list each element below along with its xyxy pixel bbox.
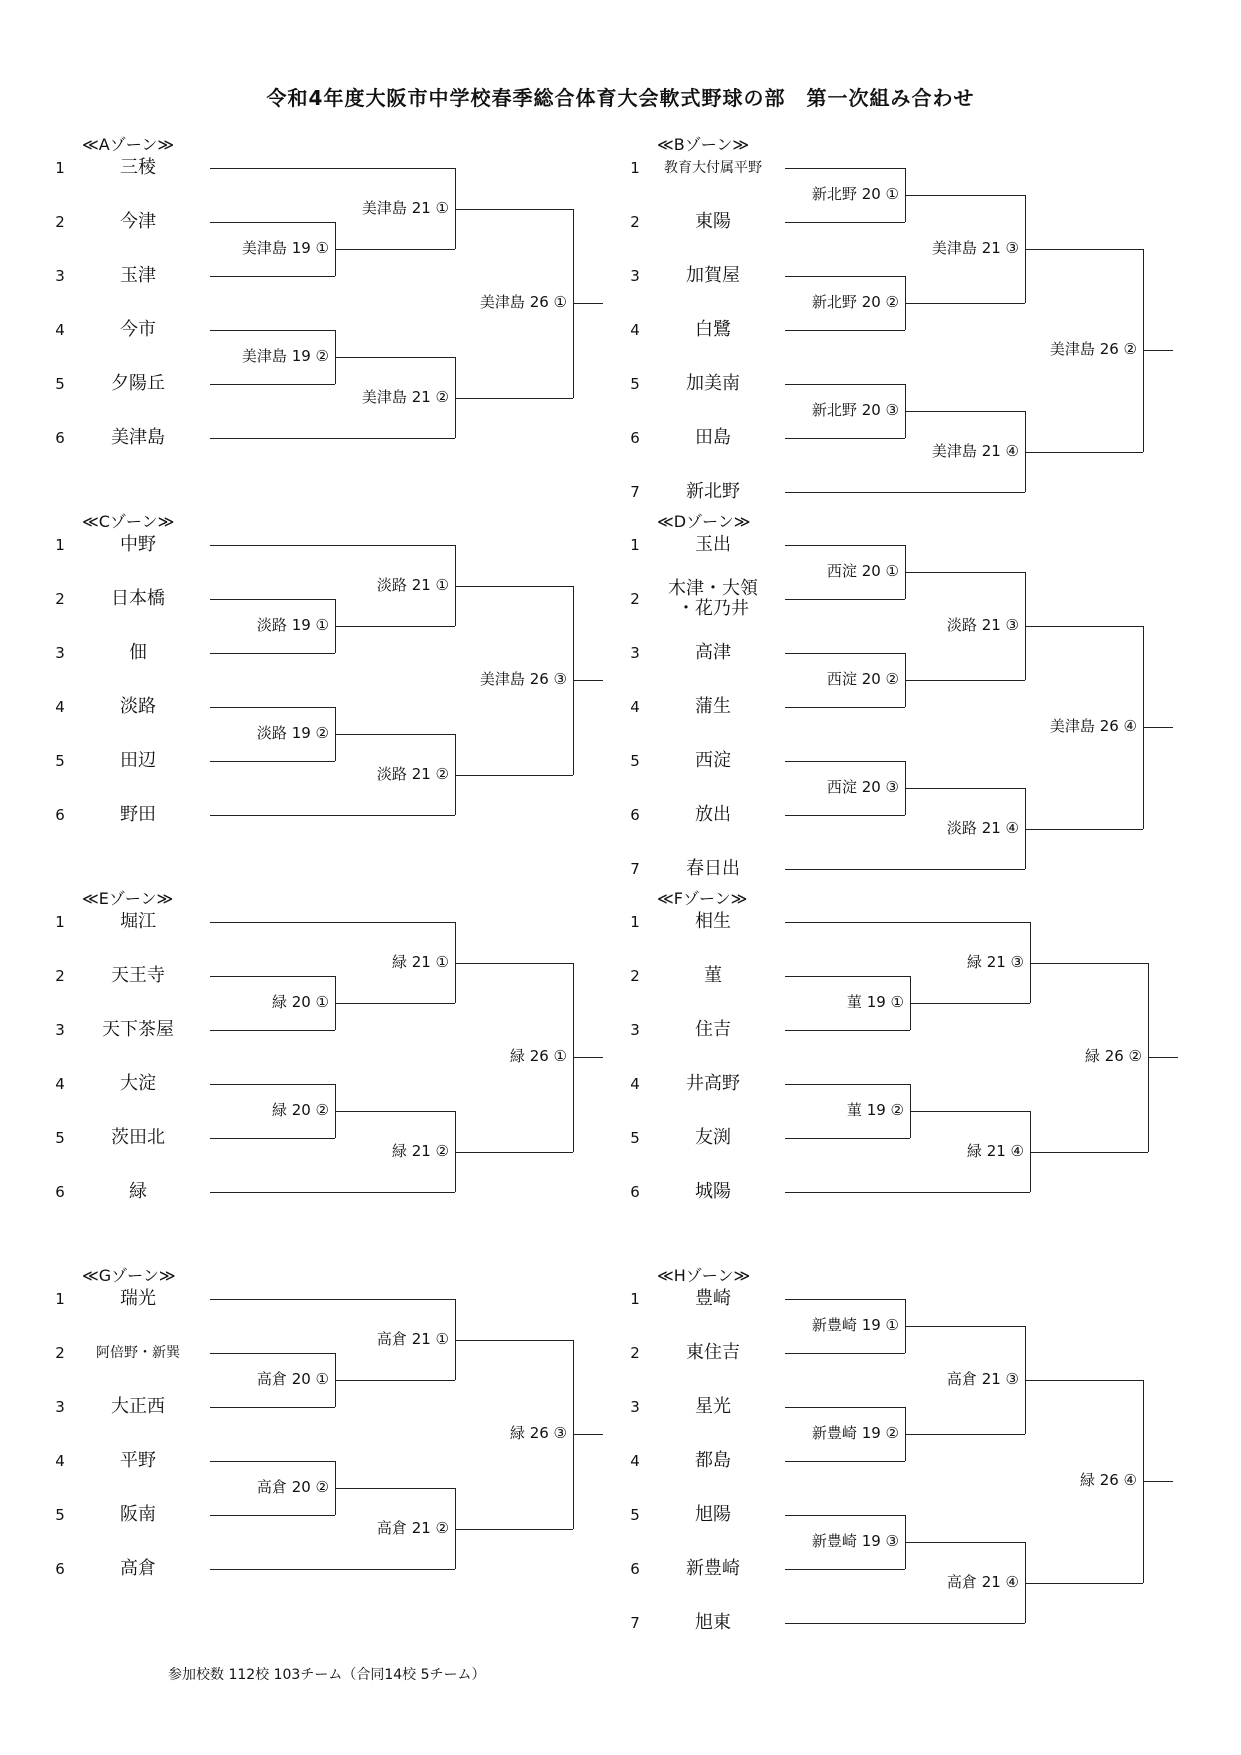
result-final: 緑 26 ③ <box>509 1424 567 1442</box>
result-r2b: 淡路 21 ④ <box>946 818 1019 837</box>
bracket-line <box>210 1084 335 1085</box>
bracket-line <box>210 438 455 439</box>
bracket-line <box>335 1003 455 1004</box>
zone-title: ≪Cゾーン≫ <box>82 512 175 531</box>
bracket-line <box>1030 1152 1148 1153</box>
team-name: 田島 <box>695 427 731 448</box>
bracket-line <box>455 1152 573 1153</box>
zone-a <box>0 135 567 515</box>
bracket-line <box>210 1138 335 1139</box>
bracket-line <box>785 815 905 816</box>
bracket-line <box>1025 626 1143 627</box>
bracket-line <box>785 1407 905 1408</box>
bracket-line <box>210 276 335 277</box>
bracket-line <box>785 1569 905 1570</box>
seed-number: 5 <box>630 752 640 770</box>
seed-number: 4 <box>55 1075 65 1093</box>
team-name: 高倉 <box>120 1558 156 1579</box>
result-r2b: 高倉 21 ② <box>376 1518 449 1537</box>
team-name: 今津 <box>120 211 156 232</box>
result-r2b: 高倉 21 ④ <box>946 1572 1019 1591</box>
seed-number: 4 <box>630 321 640 339</box>
bracket-line <box>210 545 455 546</box>
bracket-line <box>335 249 455 250</box>
seed-number: 5 <box>630 1506 640 1524</box>
team-name: 春日出 <box>686 858 740 879</box>
zone-f <box>575 889 1142 1269</box>
bracket-line <box>910 1003 1030 1004</box>
bracket-line <box>785 168 905 169</box>
team-name: 玉出 <box>695 534 731 555</box>
result-r2b: 美津島 21 ④ <box>931 441 1019 460</box>
team-name: 田辺 <box>120 750 156 771</box>
team-name: 白鷺 <box>695 319 731 340</box>
bracket-line <box>335 1111 455 1112</box>
result-r1c: 新豊崎 19 ③ <box>811 1532 899 1550</box>
bracket-line <box>1025 829 1143 830</box>
seed-number: 2 <box>630 213 640 231</box>
seed-number: 1 <box>55 159 65 177</box>
seed-number: 3 <box>630 1398 640 1416</box>
result-r1b: 新豊崎 19 ② <box>811 1424 899 1442</box>
seed-number: 7 <box>630 483 640 501</box>
team-name: 天王寺 <box>111 965 165 986</box>
bracket-line <box>905 1434 1025 1435</box>
result-r2b: 緑 21 ② <box>391 1141 449 1160</box>
bracket-line <box>335 626 455 627</box>
result-r2a: 淡路 21 ① <box>376 575 449 594</box>
seed-number: 6 <box>630 806 640 824</box>
bracket-line <box>1025 249 1143 250</box>
bracket-line <box>905 788 1025 789</box>
result-r1b: 西淀 20 ② <box>826 670 899 688</box>
bracket-line <box>785 1299 905 1300</box>
seed-number: 3 <box>55 644 65 662</box>
team-name: 友渕 <box>695 1127 731 1148</box>
bracket-line <box>905 195 1025 196</box>
seed-number: 4 <box>630 1075 640 1093</box>
bracket-line <box>335 357 455 358</box>
team-name: 旭陽 <box>695 1504 731 1525</box>
team-name: 三稜 <box>120 157 156 178</box>
bracket-line <box>210 1299 455 1300</box>
bracket-line <box>785 222 905 223</box>
seed-number: 2 <box>630 967 640 985</box>
result-r2a: 高倉 21 ① <box>376 1329 449 1348</box>
zone-title: ≪Gゾーン≫ <box>82 1266 176 1285</box>
team-name: 城陽 <box>695 1181 731 1202</box>
bracket-line <box>455 586 573 587</box>
bracket-line <box>785 276 905 277</box>
seed-number: 3 <box>55 1398 65 1416</box>
result-r1b: 緑 20 ② <box>271 1101 329 1119</box>
seed-number: 2 <box>630 1344 640 1362</box>
result-r2a: 高倉 21 ③ <box>946 1370 1019 1388</box>
seed-number: 5 <box>55 1129 65 1147</box>
bracket-line <box>910 1111 1030 1112</box>
result-r2b: 緑 21 ④ <box>966 1141 1024 1160</box>
team-name: 茨田北 <box>111 1127 165 1148</box>
team-name: 緑 <box>129 1181 147 1202</box>
bracket-line <box>210 976 335 977</box>
seed-number: 2 <box>55 967 65 985</box>
bracket-line <box>210 653 335 654</box>
bracket-line <box>905 411 1025 412</box>
result-r2a: 緑 21 ③ <box>966 952 1024 971</box>
bracket-line <box>335 734 455 735</box>
bracket-line <box>1143 1481 1173 1482</box>
result-r2a: 緑 21 ① <box>391 952 449 971</box>
seed-number: 7 <box>630 1614 640 1632</box>
team-name: 西淀 <box>695 750 731 771</box>
result-r1c: 新北野 20 ③ <box>811 401 899 419</box>
zone-title: ≪Aゾーン≫ <box>82 135 175 154</box>
bracket-line <box>785 1461 905 1462</box>
team-name: 相生 <box>695 911 731 932</box>
result-final: 緑 26 ① <box>509 1047 567 1065</box>
zone-title: ≪Fゾーン≫ <box>657 889 748 908</box>
seed-number: 6 <box>630 429 640 447</box>
bracket-line <box>210 599 335 600</box>
bracket-line <box>210 1461 335 1462</box>
seed-number: 6 <box>55 429 65 447</box>
bracket-line <box>210 922 455 923</box>
result-final: 美津島 26 ③ <box>479 670 567 688</box>
team-name: 夕陽丘 <box>111 373 165 394</box>
team-name: 平野 <box>120 1450 156 1471</box>
team-name: 住吉 <box>695 1019 731 1040</box>
team-name: 玉津 <box>120 265 156 286</box>
bracket-line <box>785 707 905 708</box>
seed-number: 6 <box>630 1183 640 1201</box>
team-name: 瑞光 <box>120 1288 156 1309</box>
zone-title: ≪Dゾーン≫ <box>657 512 751 531</box>
team-name: 美津島 <box>111 427 165 448</box>
result-r1b: 新北野 20 ② <box>811 293 899 311</box>
seed-number: 4 <box>630 698 640 716</box>
seed-number: 6 <box>55 1560 65 1578</box>
seed-number: 5 <box>630 1129 640 1147</box>
bracket-line <box>905 303 1025 304</box>
bracket-line <box>785 922 1030 923</box>
team-name: 野田 <box>120 804 156 825</box>
seed-number: 5 <box>55 752 65 770</box>
team-name: 井高野 <box>686 1073 740 1094</box>
participants-note: 参加校数 112校 103チーム（合同14校 5チーム） <box>168 1667 486 1683</box>
bracket-line <box>210 1030 335 1031</box>
bracket-line <box>210 384 335 385</box>
bracket-line <box>210 1353 335 1354</box>
bracket-line <box>785 653 905 654</box>
bracket-line <box>905 1542 1025 1543</box>
zone-d <box>575 512 1135 892</box>
team-name: 新北野 <box>686 481 740 502</box>
bracket-line <box>210 815 455 816</box>
bracket-line <box>455 1529 573 1530</box>
result-final: 緑 26 ④ <box>1079 1471 1137 1490</box>
bracket-line <box>210 222 335 223</box>
bracket-line <box>785 869 1025 870</box>
team-name: 日本橋 <box>111 588 165 609</box>
team-name: 大正西 <box>111 1396 165 1417</box>
seed-number: 1 <box>630 1290 640 1308</box>
result-r2b: 美津島 21 ② <box>361 387 449 406</box>
seed-number: 3 <box>55 1021 65 1039</box>
bracket-line <box>905 1326 1025 1327</box>
team-name: 天下茶屋 <box>102 1019 174 1040</box>
bracket-line <box>905 680 1025 681</box>
bracket-line <box>455 963 573 964</box>
zone-e <box>0 889 567 1269</box>
seed-number: 7 <box>630 860 640 878</box>
seed-number: 2 <box>55 590 65 608</box>
result-r1a: 菫 19 ① <box>846 993 904 1011</box>
seed-number: 1 <box>55 536 65 554</box>
result-r1a: 西淀 20 ① <box>826 562 899 580</box>
bracket-line <box>335 1488 455 1489</box>
team-name: 東住吉 <box>686 1342 740 1363</box>
result-r2a: 美津島 21 ① <box>361 198 449 217</box>
bracket-line <box>905 572 1025 573</box>
bracket-line <box>455 209 573 210</box>
result-final: 美津島 26 ④ <box>1049 717 1137 736</box>
bracket-line <box>210 1569 455 1570</box>
team-name: 新豊崎 <box>686 1558 740 1579</box>
seed-number: 2 <box>630 590 640 608</box>
seed-number: 3 <box>630 1021 640 1039</box>
seed-number: 4 <box>55 698 65 716</box>
result-r1a: 美津島 19 ① <box>241 239 329 257</box>
team-name: 堀江 <box>120 911 156 932</box>
result-r1b: 淡路 19 ② <box>256 724 329 742</box>
team-name: 今市 <box>120 319 156 340</box>
bracket-line <box>785 1030 910 1031</box>
result-r1b: 美津島 19 ② <box>241 347 329 365</box>
bracket-line <box>1143 350 1173 351</box>
result-r1a: 新豊崎 19 ① <box>811 1316 899 1334</box>
bracket-line <box>210 761 335 762</box>
result-r1a: 高倉 20 ① <box>256 1370 329 1388</box>
team-name: 豊崎 <box>695 1288 731 1309</box>
bracket-line <box>785 1084 910 1085</box>
team-name: 加美南 <box>686 373 740 394</box>
bracket-line <box>1148 1057 1178 1058</box>
result-r1a: 緑 20 ① <box>271 993 329 1011</box>
team-name: 加賀屋 <box>686 265 740 286</box>
result-r1a: 淡路 19 ① <box>256 616 329 634</box>
seed-number: 1 <box>55 913 65 931</box>
seed-number: 4 <box>55 1452 65 1470</box>
seed-number: 6 <box>630 1560 640 1578</box>
seed-number: 1 <box>630 159 640 177</box>
bracket-line <box>785 599 905 600</box>
bracket-line <box>1143 727 1173 728</box>
seed-number: 1 <box>630 536 640 554</box>
bracket-line <box>785 976 910 977</box>
seed-number: 5 <box>630 375 640 393</box>
bracket-line <box>785 1138 910 1139</box>
team-name: 都島 <box>695 1450 731 1471</box>
seed-number: 5 <box>55 1506 65 1524</box>
zone-title: ≪Hゾーン≫ <box>657 1266 751 1285</box>
seed-number: 5 <box>55 375 65 393</box>
seed-number: 3 <box>630 644 640 662</box>
result-r1b: 高倉 20 ② <box>256 1478 329 1496</box>
bracket-line <box>1030 963 1148 964</box>
bracket-line <box>1025 1380 1143 1381</box>
team-name: 蒲生 <box>695 696 731 717</box>
bracket-line <box>785 1515 905 1516</box>
seed-number: 2 <box>55 1344 65 1362</box>
team-name: 教育大付属平野 <box>664 160 762 176</box>
bracket-line <box>785 330 905 331</box>
bracket-line <box>210 330 335 331</box>
bracket-line <box>335 1380 455 1381</box>
page-title: 令和4年度大阪市中学校春季総合体育大会軟式野球の部 第一次組み合わせ <box>266 86 975 110</box>
result-r2b: 淡路 21 ② <box>376 764 449 783</box>
zone-h <box>575 1266 1135 1646</box>
team-name: 阿倍野・新巽 <box>96 1345 180 1361</box>
seed-number: 3 <box>55 267 65 285</box>
result-final: 緑 26 ② <box>1084 1047 1142 1065</box>
result-final: 美津島 26 ② <box>1049 340 1137 359</box>
bracket-line <box>210 1192 455 1193</box>
zone-title: ≪Eゾーン≫ <box>82 889 174 908</box>
team-name: 大淀 <box>120 1073 156 1094</box>
team-name: 菫 <box>704 965 722 986</box>
bracket-line <box>785 1192 1030 1193</box>
bracket-line <box>785 545 905 546</box>
zone-c <box>0 512 567 892</box>
bracket-line <box>1025 452 1143 453</box>
bracket-line <box>785 492 1025 493</box>
bracket-line <box>455 1340 573 1341</box>
zone-g <box>0 1266 567 1646</box>
team-name: 阪南 <box>120 1504 156 1525</box>
result-r2a: 淡路 21 ③ <box>946 616 1019 634</box>
bracket-line <box>210 168 455 169</box>
seed-number: 4 <box>55 321 65 339</box>
bracket-line <box>210 1407 335 1408</box>
seed-number: 4 <box>630 1452 640 1470</box>
bracket-line <box>210 707 335 708</box>
result-r1c: 西淀 20 ③ <box>826 778 899 796</box>
seed-number: 3 <box>630 267 640 285</box>
bracket-line <box>210 1515 335 1516</box>
seed-number: 6 <box>55 1183 65 1201</box>
result-r1a: 新北野 20 ① <box>811 185 899 203</box>
team-name: 木津・大領 ・花乃井 <box>668 578 758 619</box>
bracket-line <box>785 384 905 385</box>
team-name: 佃 <box>129 642 147 663</box>
bracket-line <box>785 438 905 439</box>
result-r2a: 美津島 21 ③ <box>931 239 1019 257</box>
seed-number: 6 <box>55 806 65 824</box>
zone-title: ≪Bゾーン≫ <box>657 135 750 154</box>
bracket-line <box>785 761 905 762</box>
seed-number: 2 <box>55 213 65 231</box>
team-name: 放出 <box>695 804 731 825</box>
result-final: 美津島 26 ① <box>479 293 567 311</box>
team-name: 中野 <box>120 534 156 555</box>
bracket-line <box>785 1353 905 1354</box>
bracket-line <box>785 1623 1025 1624</box>
bracket-line <box>1025 1583 1143 1584</box>
team-name: 高津 <box>695 642 731 663</box>
team-name: 東陽 <box>695 211 731 232</box>
team-name: 星光 <box>695 1396 731 1417</box>
team-name: 旭東 <box>695 1612 731 1633</box>
zone-b <box>575 135 1135 515</box>
seed-number: 1 <box>55 1290 65 1308</box>
seed-number: 1 <box>630 913 640 931</box>
bracket-line <box>455 775 573 776</box>
result-r1b: 菫 19 ② <box>846 1101 904 1119</box>
team-name: 淡路 <box>120 696 156 717</box>
bracket-line <box>455 398 573 399</box>
